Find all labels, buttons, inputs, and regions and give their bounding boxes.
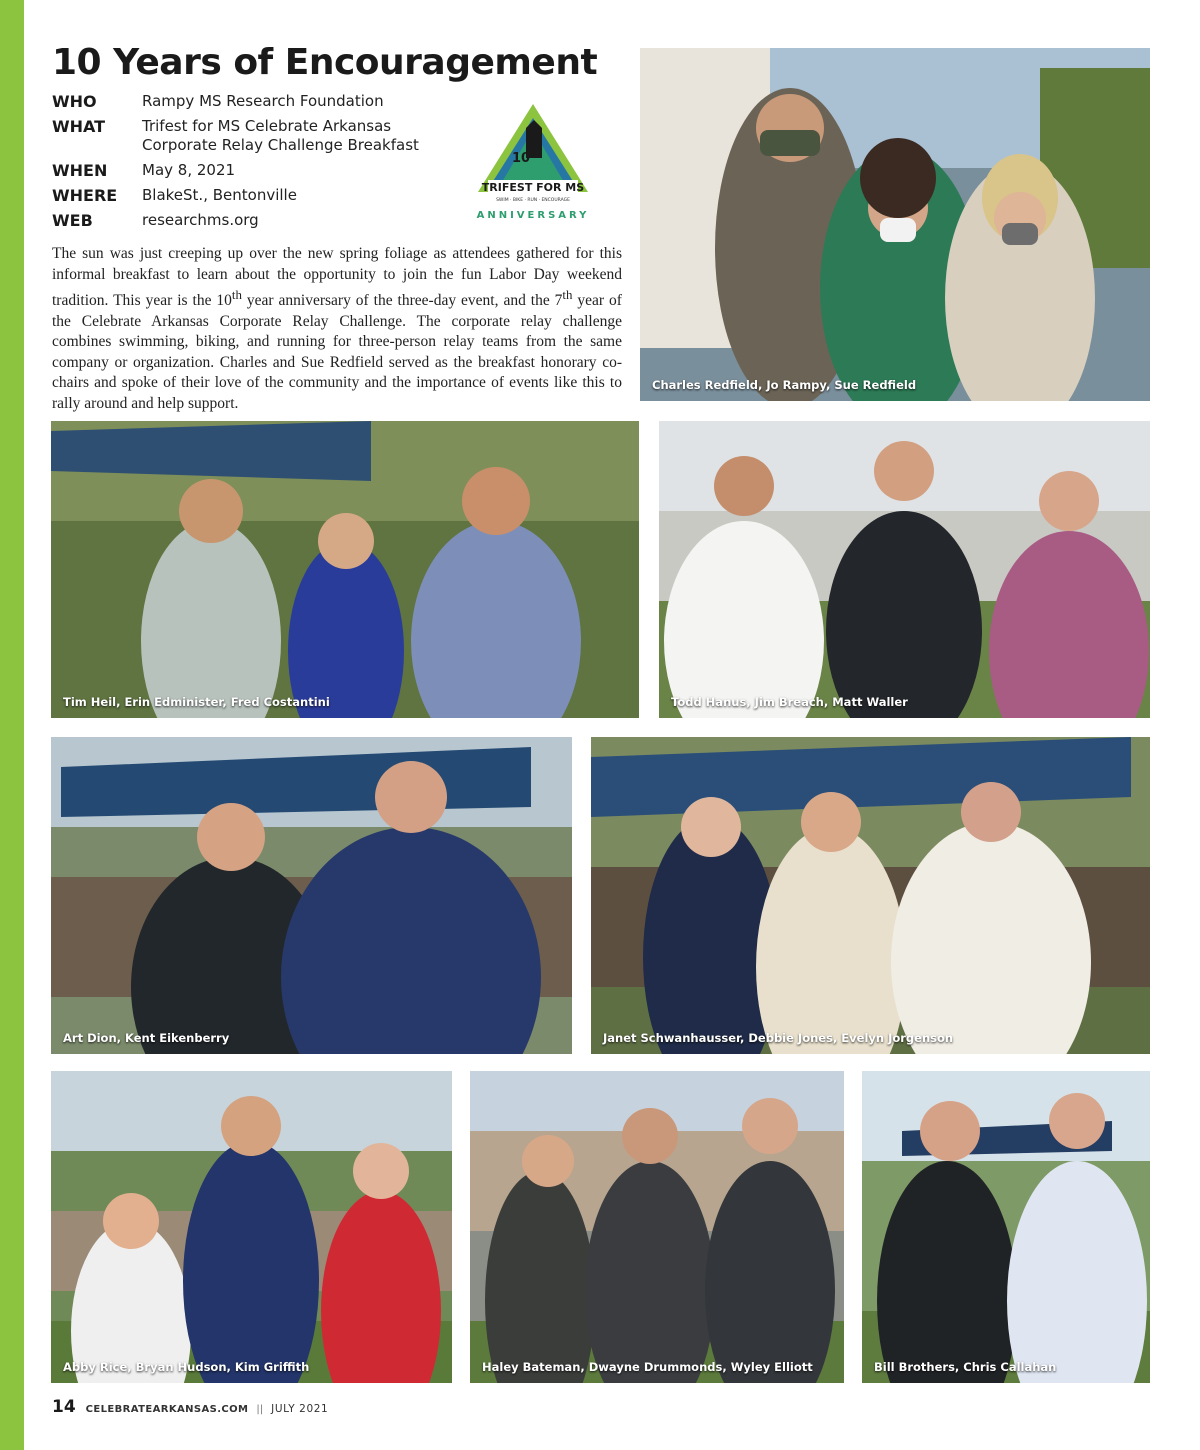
event-photo [640,48,1150,401]
article-title: 10 Years of Encouragement [52,42,598,83]
fact-where [52,186,472,205]
site-name[interactable]: CELEBRATEARKANSAS.COM [85,1404,249,1415]
photo-caption: Janet Schwanhausser, Debbie Jones, Evelyn Jorgenson [603,1031,954,1045]
fact-value: Rampy MS Research Foundation [142,92,384,110]
article-body [52,244,622,414]
fact-label: WEB [52,211,93,230]
photo-caption: Bill Brothers, Chris Callahan [874,1360,1057,1374]
photo-caption: Art Dion, Kent Eikenberry [63,1031,230,1045]
photo-caption: Todd Hanus, Jim Breach, Matt Waller [671,695,908,709]
logo-brand: TRIFEST FOR MS [481,181,585,194]
page-number: 14 [52,1397,76,1417]
body-text-sup: th [562,287,573,302]
photo-caption: Tim Heil, Erin Edminister, Fred Costantini [63,695,330,709]
photo-image [640,48,1150,401]
body-text-part: year anniversary of the three-day event, and the 7 [241,292,563,310]
event-photo [659,421,1150,718]
fact-value-line: Corporate Relay Challenge Breakfast [142,136,419,154]
event-photo [51,421,639,718]
event-photo [591,737,1150,1054]
event-photo [51,737,572,1054]
fact-label: WHEN [52,161,108,180]
logo-anniversary: ANNIVERSARY [476,210,590,221]
event-photo [51,1071,452,1383]
body-text-sup: th [231,287,242,302]
sidebar-stripe [0,0,24,1450]
fact-when [52,161,472,180]
event-photo [470,1071,844,1383]
event-photo [862,1071,1150,1383]
trifest-anniversary-logo [468,100,598,228]
photo-caption: Charles Redfield, Jo Rampy, Sue Redfield [652,378,917,392]
fact-value: BlakeSt., Bentonville [142,186,297,204]
fact-who [52,92,472,111]
fact-value[interactable]: researchms.org [142,211,259,229]
fact-value [142,117,472,155]
photo-image [470,1071,844,1383]
fact-label: WHERE [52,186,118,205]
event-facts [52,92,472,236]
photo-caption: Haley Bateman, Dwayne Drummonds, Wyley Elliott [482,1360,813,1374]
fact-what [52,117,472,155]
fact-web [52,211,472,230]
logo-number: 10 [512,151,531,166]
photo-caption: Abby Rice, Bryan Hudson, Kim Griffith [63,1360,310,1374]
fact-label: WHO [52,92,97,111]
page-footer [52,1397,328,1417]
photo-image [51,421,639,718]
photo-image [862,1071,1150,1383]
photo-image [659,421,1150,718]
fact-value: May 8, 2021 [142,161,236,179]
logo-tagline: SWIM · BIKE · RUN · ENCOURAGE [496,198,570,203]
footer-separator: || [256,1404,264,1415]
photo-image [51,1071,452,1383]
triangle-logo-icon [468,100,598,208]
photo-image [591,737,1150,1054]
fact-value-line: Trifest for MS Celebrate Arkansas [142,117,392,135]
body-text-part: year of the Celebrate Arkansas Corporate Relay Challenge. The corporate relay challenge combines swimming, biking, and running for three-person relay teams from the same company or organization. Charles and Sue Redfield served as the breakfast honorary co-chairs and spoke of their love of the community and the importance of events like this to rally around and help support. [52,292,622,412]
issue-date: JULY 2021 [271,1403,329,1415]
photo-image [51,737,572,1054]
fact-label: WHAT [52,117,106,136]
body-text-part: The sun was just creeping up over the new spring foliage as attendees gathered for this informal breakfast to learn about the opportunity to join the fun Labor Day weekend tradition. This year is the 10 [52,245,622,310]
